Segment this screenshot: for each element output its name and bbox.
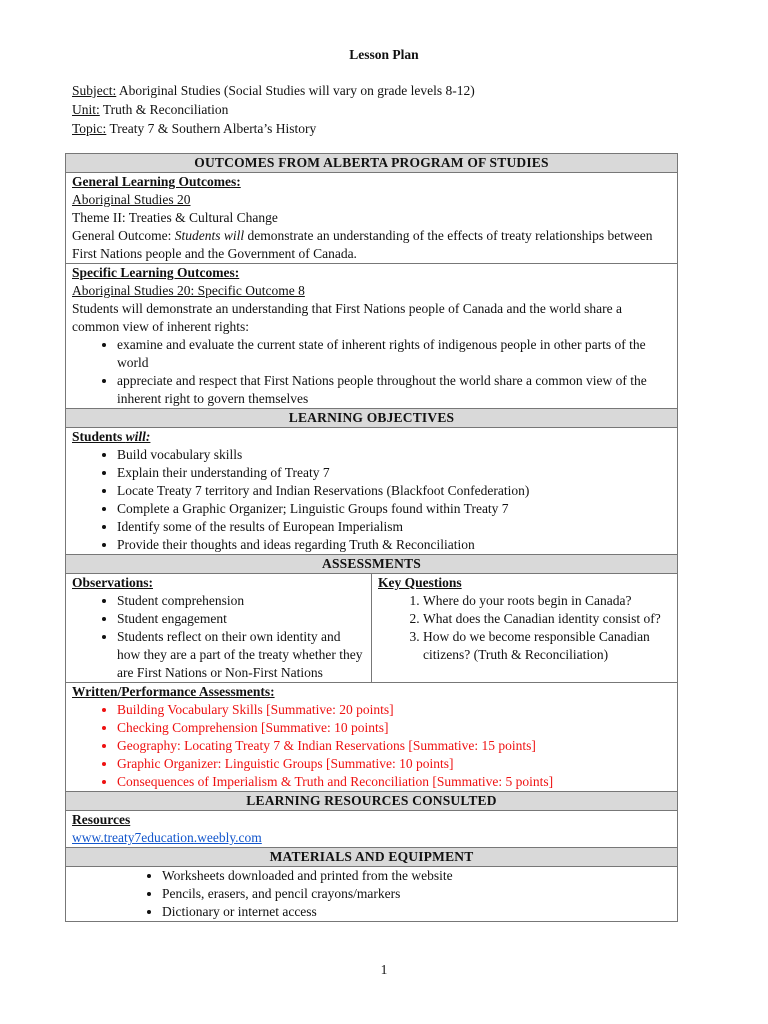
list-item xyxy=(117,737,671,755)
objectives-lead-text: Students xyxy=(72,429,126,444)
specific-outcomes-heading: Specific Learning Outcomes: xyxy=(72,265,240,280)
resources-header: LEARNING RESOURCES CONSULTED xyxy=(66,792,678,811)
objectives-lead xyxy=(72,428,671,446)
list-item: • Explain their understanding of Treaty 7 xyxy=(117,464,671,482)
list-item: • Worksheets downloaded and printed from the website xyxy=(162,867,671,885)
specific-outcomes-list xyxy=(72,336,671,408)
assessment-name: Consequences of Imperialism & Truth and Reconciliation xyxy=(117,774,433,789)
general-outcome-body: demonstrate an understanding of the effects of treaty relationships between First Nations people and the Government of Canada. xyxy=(72,228,653,261)
page-title: Lesson Plan xyxy=(349,47,419,62)
summative-tag: [Summative: 5 points] xyxy=(432,774,554,789)
list-item: • Identify some of the results of European Imperialism xyxy=(117,518,671,536)
list-item: • Student comprehension xyxy=(117,592,365,610)
materials-list xyxy=(72,867,671,921)
list-item xyxy=(117,755,671,773)
assessment-name: Graphic Organizer: Linguistic Groups xyxy=(117,756,326,771)
observations-list xyxy=(72,592,365,682)
resources-heading: Resources xyxy=(72,812,131,827)
lesson-meta xyxy=(72,82,475,139)
subject-label: Subject: xyxy=(72,83,117,98)
unit-line xyxy=(72,101,475,120)
list-item: • Students reflect on their own identity and how they are a part of the treaty whether they are First Nations or Non-First Nations xyxy=(117,628,365,682)
specific-outcomes-cell xyxy=(66,264,678,409)
written-assessments-cell xyxy=(66,683,678,792)
list-item: • Provide their thoughts and ideas regarding Truth & Reconciliation xyxy=(117,536,671,554)
topic-label: Topic: xyxy=(72,121,107,136)
subject-line xyxy=(72,82,475,101)
subject-value: Aboriginal Studies (Social Studies will vary on grade levels 8-12) xyxy=(116,83,475,98)
outcomes-header: OUTCOMES FROM ALBERTA PROGRAM OF STUDIES xyxy=(66,154,678,173)
assessment-name: Geography: Locating Treaty 7 & Indian Reservations xyxy=(117,738,409,753)
unit-value: Truth & Reconciliation xyxy=(99,102,229,117)
key-questions-cell xyxy=(372,574,678,683)
list-item: • Pencils, erasers, and pencil crayons/markers xyxy=(162,885,671,903)
general-outcomes-heading: General Learning Outcomes: xyxy=(72,174,241,189)
resources-cell xyxy=(66,811,678,848)
list-item xyxy=(117,773,671,791)
general-course: Aboriginal Studies 20 xyxy=(72,192,191,207)
list-item: 2. What does the Canadian identity consist of? xyxy=(423,610,671,628)
summative-tag: [Summative: 10 points] xyxy=(260,720,389,735)
summative-tag: [Summative: 15 points] xyxy=(408,738,536,753)
list-item: • Dictionary or internet access xyxy=(162,903,671,921)
objectives-lead-emph: will: xyxy=(125,429,151,444)
list-item xyxy=(117,701,671,719)
observations-cell xyxy=(66,574,372,683)
objectives-cell xyxy=(66,428,678,555)
key-questions-list xyxy=(378,592,671,664)
topic-line xyxy=(72,120,475,139)
list-item: • Student engagement xyxy=(117,610,365,628)
materials-cell xyxy=(66,867,678,922)
topic-value: Treaty 7 & Southern Alberta’s History xyxy=(106,121,317,136)
objectives-list xyxy=(72,446,671,554)
resources-link[interactable]: www.treaty7education.weebly.com xyxy=(72,830,262,845)
general-outcome-label: General Outcome: xyxy=(72,228,175,243)
list-item: • Complete a Graphic Organizer; Linguistic Groups found within Treaty 7 xyxy=(117,500,671,518)
observations-heading: Observations: xyxy=(72,575,153,590)
assessment-name: Building Vocabulary Skills xyxy=(117,702,267,717)
list-item: • examine and evaluate the current state of inherent rights of indigenous people in other parts of the world xyxy=(117,336,671,372)
lesson-plan-table xyxy=(65,153,678,922)
general-theme: Theme II: Treaties & Cultural Change xyxy=(72,210,278,225)
general-outcome-emph: Students will xyxy=(174,228,245,243)
written-assessments-heading: Written/Performance Assessments: xyxy=(72,684,275,699)
general-outcomes-cell xyxy=(66,173,678,264)
list-item: 1. Where do your roots begin in Canada? xyxy=(423,592,671,610)
objectives-header: LEARNING OBJECTIVES xyxy=(66,409,678,428)
specific-course: Aboriginal Studies 20: Specific Outcome 8 xyxy=(72,283,305,298)
written-assessments-list xyxy=(72,701,671,791)
list-item: • Locate Treaty 7 territory and Indian Reservations (Blackfoot Confederation) xyxy=(117,482,671,500)
summative-tag: [Summative: 20 points] xyxy=(266,702,394,717)
materials-header: MATERIALS AND EQUIPMENT xyxy=(66,848,678,867)
assessment-name: Checking Comprehension xyxy=(117,720,261,735)
assessments-header: ASSESSMENTS xyxy=(66,555,678,574)
general-outcome-text xyxy=(72,227,671,263)
key-questions-heading: Key Questions xyxy=(378,575,462,590)
list-item: 3. How do we become responsible Canadian citizens? (Truth & Reconciliation) xyxy=(423,628,671,664)
list-item: • appreciate and respect that First Nations people throughout the world share a common view of the inherent right to govern themselves xyxy=(117,372,671,408)
page-number: 1 xyxy=(380,962,388,977)
specific-intro: Students will demonstrate an understanding that First Nations people of Canada and the world share a common view of inherent rights: xyxy=(72,301,622,334)
unit-label: Unit: xyxy=(72,102,100,117)
summative-tag: [Summative: 10 points] xyxy=(325,756,454,771)
list-item: • Build vocabulary skills xyxy=(117,446,671,464)
list-item xyxy=(117,719,671,737)
